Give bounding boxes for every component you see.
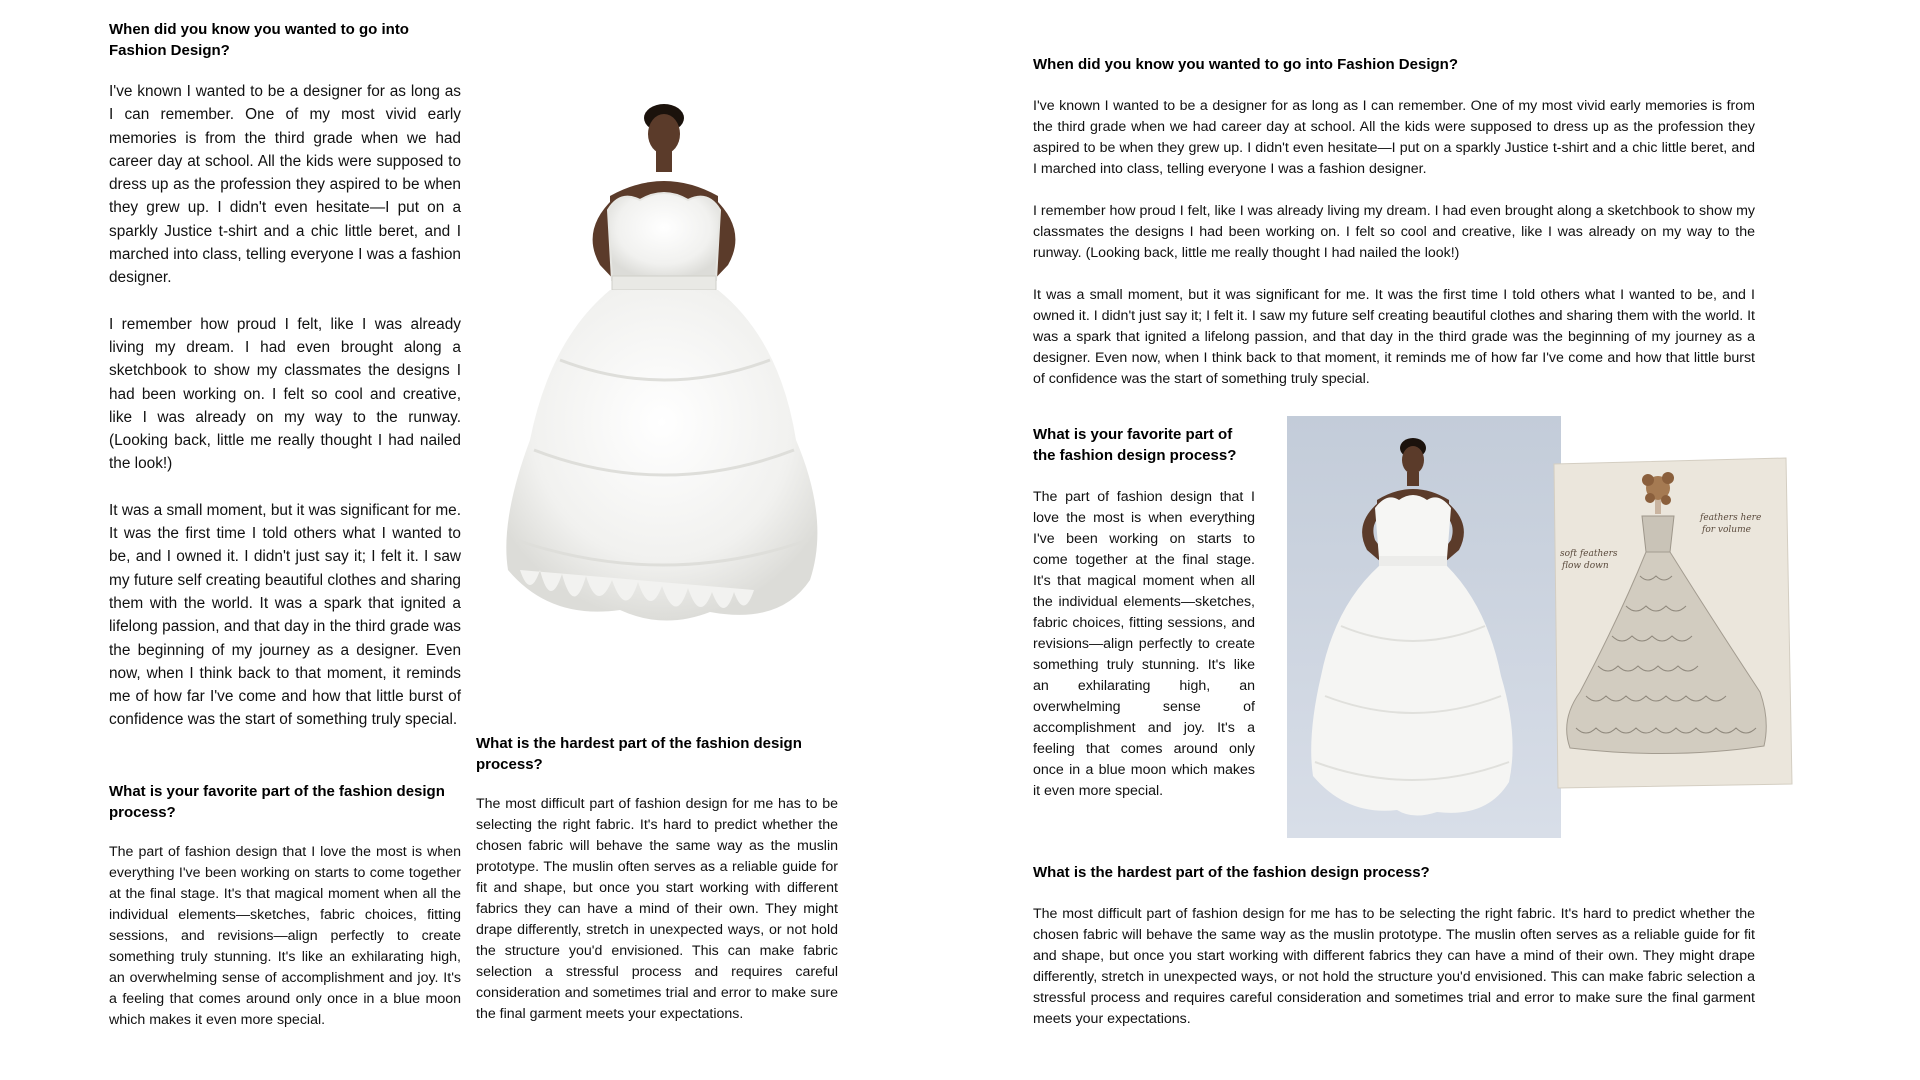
left-q2-heading: What is your favorite part of the fashion design process? (109, 783, 445, 821)
left-q3-paragraph: The most difficult part of fashion design for me has to be selecting the right fabric. It's hard to predict whether the chosen fabric will behave the same way as the muslin prototype. The muslin often serves as a reliable guide for fit and shape, but once you start working with different fabrics they can have a mind of their own. They might drape differently, stretch in unexpected ways, or not hold the structure you'd envisioned. This can make fabric selection a stressful process and requires careful consideration and sometimes trial and error to make sure the final garment meets your expectations. (476, 796, 838, 1022)
fashion-sketch (1550, 456, 1794, 790)
sketch-note-left-1: soft feathers (1560, 549, 1618, 559)
sketch-note-left-2: flow down (1562, 561, 1609, 571)
left-q1-heading: When did you know you wanted to go into Fashion Design? (109, 21, 409, 59)
right-q3-paragraph: The most difficult part of fashion design for me has to be selecting the right fabric. It's hard to predict whether the chosen fabric will behave the same way as the muslin prototype. The muslin often serves as a reliable guide for fit and shape, but once you start working with different fabrics they can have a mind of their own. They might drape differently, stretch in unexpected ways, or not hold the structure you'd envisioned. This can make fabric selection a stressful process and requires careful consideration and sometimes trial and error to make sure the final garment meets your expectations. (1033, 906, 1755, 1027)
left-q2-section (109, 781, 461, 1031)
feather-gown-photo (1287, 416, 1561, 838)
left-q2-paragraph: The part of fashion design that I love the most is when everything I've been working on starts to come together at the final stage. It's that magical moment when all the individual elements—sketches, fabric choices, fitting sessions, and revisions—align perfectly to create something truly stunning. It's like an exhilarating high, an overwhelming sense of accomplishment and joy. It's a feeling that comes around only once in a blue moon which makes it even more special. (109, 844, 461, 1028)
right-q3-body (1033, 904, 1755, 1030)
right-model-photo (1287, 416, 1561, 838)
left-q1-body (109, 80, 461, 732)
left-q1-section (109, 19, 461, 732)
right-q1-section (1033, 54, 1755, 390)
right-q2-body (1033, 487, 1255, 802)
right-page (960, 0, 1920, 1080)
left-model-photo (490, 100, 890, 680)
left-q2-body (109, 842, 461, 1031)
right-q2-section (1033, 424, 1255, 802)
sketch-note-right-1: feathers here (1700, 513, 1762, 523)
left-q1-paragraph-2: I remember how proud I felt, like I was already living my dream. I had even brought along a sketchbook to show my classmates the designs I had been working on. I felt so cool and creative, like I was already on my way to the runway. (Looking back, little me really thought I had nailed the look!) (109, 315, 461, 473)
left-q3-heading: What is the hardest part of the fashion design process? (476, 735, 802, 773)
right-q2-heading: What is your favorite part of the fashion design process? (1033, 426, 1237, 464)
right-q1-body (1033, 96, 1755, 390)
sketch-illustration (1550, 456, 1794, 790)
right-q2-paragraph: The part of fashion design that I love the most is when everything I've been working on starts to come together at the final stage. It's that magical moment when all the individual elements—sketches, fabric choices, fitting sessions, and revisions—align perfectly to create something truly stunning. It's like an exhilarating high, an overwhelming sense of accomplishment and joy. It's a feeling that comes around only once in a blue moon which makes it even more special. (1033, 489, 1255, 799)
right-q3-section (1033, 862, 1755, 1030)
right-q1-heading: When did you know you wanted to go into Fashion Design? (1033, 56, 1458, 73)
right-q3-heading: What is the hardest part of the fashion design process? (1033, 864, 1430, 881)
feather-gown-figure (490, 100, 890, 680)
left-q3-body (476, 794, 838, 1025)
left-q1-paragraph-1: I've known I wanted to be a designer for as long as I can remember. One of my most vivid early memories is from the third grade when we had career day at school. All the kids were supposed to dress up as the profession they aspired to be when they grew up. I didn't even hesitate—I put on a sparkly Justice t-shirt and a chic little beret, and I marched into class, telling everyone I was a fashion designer. (109, 83, 461, 287)
right-q1-paragraph-2: I remember how proud I felt, like I was already living my dream. I had even brought along a sketchbook to show my classmates the designs I had been working on. I felt so cool and creative, like I was already on my way to the runway. (Looking back, little me really thought I had nailed the look!) (1033, 203, 1755, 261)
left-q3-section (476, 733, 838, 1025)
sketch-note-right-2: for volume (1702, 525, 1751, 535)
right-q1-paragraph-3: It was a small moment, but it was significant for me. It was the first time I told others what I wanted to be, and I owned it. I didn't just say it; I felt it. I saw my future self creating beautiful clothes and sharing them with the world. It was a spark that ignited a lifelong passion, and that day in the third grade was the beginning of my journey as a designer. Even now, when I think back to that moment, it reminds me of how far I've come and how that little burst of confidence was the start of something truly special. (1033, 287, 1755, 387)
right-q1-paragraph-1: I've known I wanted to be a designer for as long as I can remember. One of my most vivid early memories is from the third grade when we had career day at school. All the kids were supposed to dress up as the profession they aspired to be when they grew up. I didn't even hesitate—I put on a sparkly Justice t-shirt and a chic little beret, and I marched into class, telling everyone I was a fashion designer. (1033, 98, 1755, 177)
left-q1-paragraph-3: It was a small moment, but it was significant for me. It was the first time I told others what I wanted to be, and I owned it. I didn't just say it; I felt it. I saw my future self creating beautiful clothes and sharing them with the world. It was a spark that ignited a lifelong passion, and that day in the third grade was the beginning of my journey as a designer. Even now, when I think back to that moment, it reminds me of how far I've come and how that little burst of confidence was the start of something truly special. (109, 501, 461, 729)
